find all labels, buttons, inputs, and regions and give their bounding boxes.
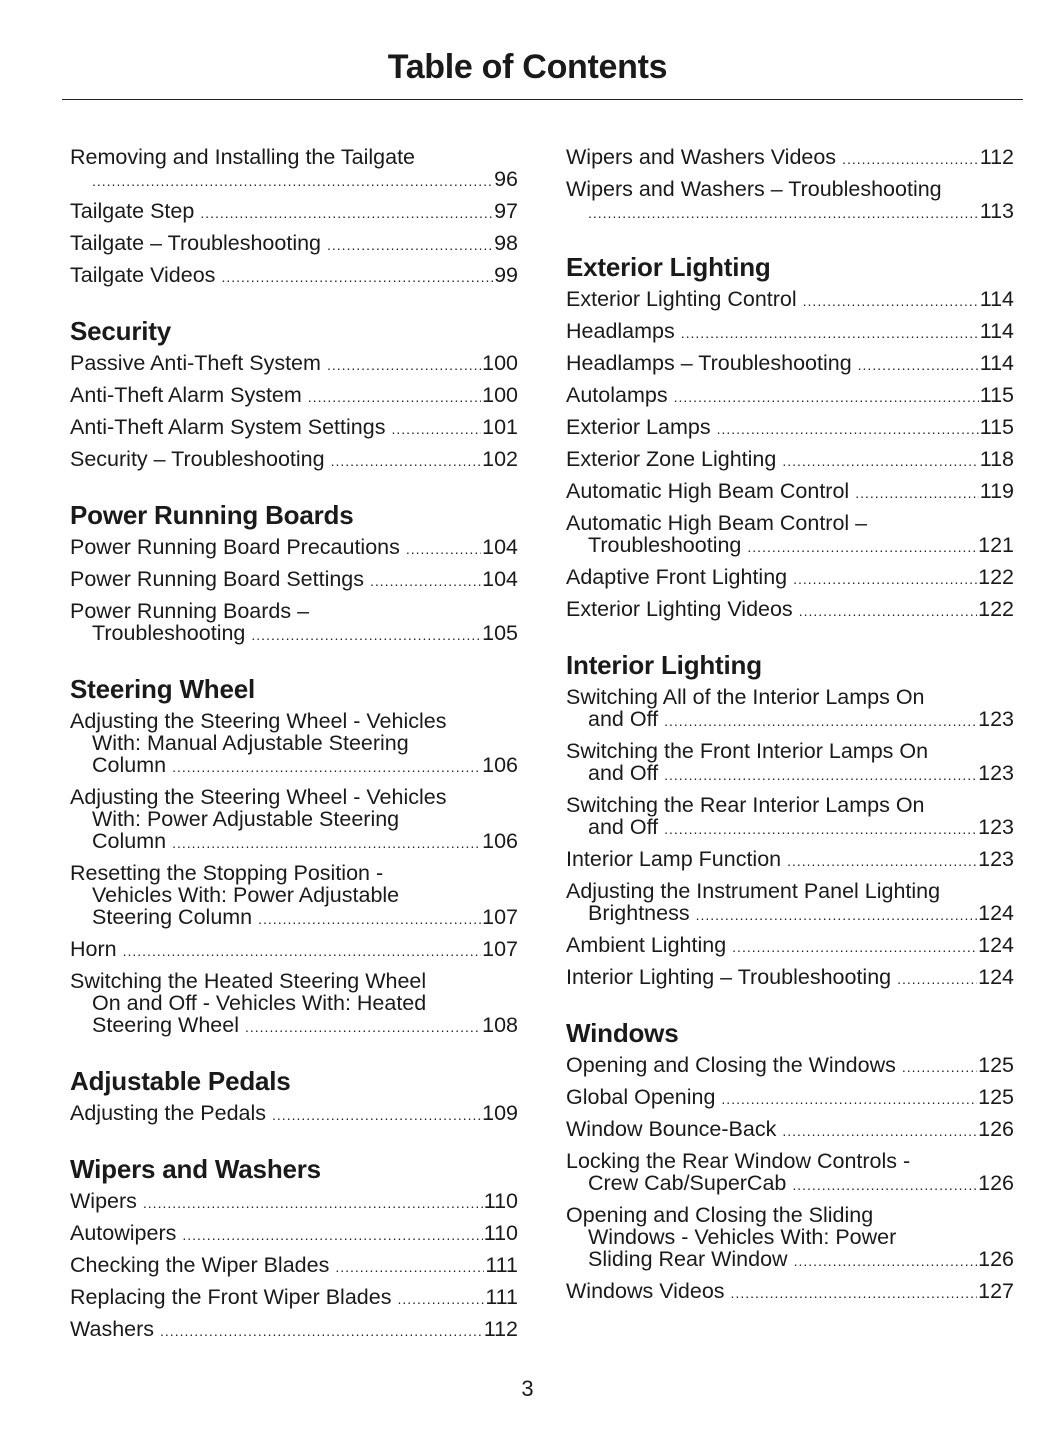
toc-entry[interactable] (70, 1318, 518, 1342)
toc-entry-page-number: 112 (483, 1317, 518, 1341)
toc-entry[interactable] (70, 1254, 518, 1278)
toc-entry-leader-line (566, 1280, 1014, 1304)
dot-leader (200, 200, 493, 224)
toc-entry-title: Exterior Zone Lighting (566, 447, 777, 471)
toc-entry-leader-line (70, 906, 518, 930)
toc-entry[interactable] (566, 288, 1014, 312)
dot-leader (258, 906, 481, 930)
toc-entry-title: Steering Wheel (92, 1013, 239, 1037)
toc-entry-title: Wipers (70, 1189, 137, 1213)
toc-entry-title: Power Running Board Precautions (70, 535, 400, 559)
dot-leader (782, 1118, 977, 1142)
dot-leader (664, 816, 977, 840)
toc-column-left (70, 146, 518, 1350)
toc-entry-page-number: 127 (978, 1279, 1014, 1303)
toc-entry-page-number: 124 (978, 965, 1014, 989)
dot-leader (588, 200, 979, 224)
dot-leader (902, 1054, 977, 1078)
toc-entry[interactable] (70, 264, 518, 288)
section-heading: Steering Wheel (70, 674, 256, 704)
toc-entry-leader-line (566, 816, 1014, 840)
toc-entry[interactable] (566, 146, 1014, 170)
toc-entry-leader-line (70, 232, 518, 256)
dot-leader (406, 536, 481, 560)
toc-entry-page-number: 123 (978, 707, 1014, 731)
toc-entry-leader-line (566, 146, 1014, 170)
dot-leader (803, 288, 979, 312)
section-heading: Wipers and Washers (70, 1154, 321, 1184)
section-heading: Adjustable Pedals (70, 1066, 291, 1096)
toc-entry-title: Exterior Lighting Control (566, 287, 797, 311)
toc-entry-title-line: Switching the Heated Steering Wheel (70, 969, 427, 993)
toc-entry-leader-line (566, 708, 1014, 732)
dot-leader (897, 966, 977, 990)
toc-entry[interactable] (70, 1102, 518, 1126)
toc-entry-title: Steering Column (92, 905, 253, 929)
toc-entry-title: Exterior Lamps (566, 415, 711, 439)
dot-leader (721, 1086, 977, 1110)
toc-entry-title-line: Switching the Rear Interior Lamps On (566, 793, 925, 817)
toc-entry-page-number: 123 (978, 761, 1014, 785)
toc-entry-title: Autowipers (70, 1221, 177, 1245)
toc-entry-title: Windows Videos (566, 1279, 725, 1303)
toc-entry[interactable] (566, 416, 1014, 440)
dot-leader (732, 934, 977, 958)
toc-entry-leader-line (70, 384, 518, 408)
toc-entry-title-line: Wipers and Washers – Troubleshooting (566, 177, 942, 201)
toc-entry-title: Horn (70, 937, 117, 961)
dot-leader (251, 622, 481, 646)
dot-leader (331, 448, 482, 472)
page-title: Table of Contents (387, 48, 668, 86)
toc-entry-title-line: Removing and Installing the Tailgate (70, 145, 416, 169)
toc-entry-leader-line (566, 902, 1014, 926)
toc-column-right (566, 146, 1014, 1312)
toc-entry-title-line: Windows - Vehicles With: Power (588, 1225, 897, 1249)
dot-leader (858, 352, 979, 376)
dot-leader (782, 448, 978, 472)
toc-entry-page-number: 113 (979, 199, 1014, 223)
toc-entry-page-number: 97 (494, 199, 518, 223)
toc-entry-page-number: 119 (979, 479, 1014, 503)
dot-leader (245, 1014, 481, 1038)
toc-entry-leader-line (566, 534, 1014, 558)
toc-entry[interactable] (70, 1286, 518, 1310)
toc-entry-title: and Off (588, 761, 659, 785)
toc-entry[interactable] (566, 384, 1014, 408)
toc-entry-title: Column (92, 753, 167, 777)
toc-entry[interactable] (70, 416, 518, 440)
dot-leader (664, 708, 977, 732)
toc-entry-leader-line (70, 536, 518, 560)
toc-entry-page-number: 102 (482, 447, 518, 471)
toc-entry[interactable] (70, 710, 518, 778)
dot-leader (370, 568, 481, 592)
toc-entry[interactable] (566, 566, 1014, 590)
toc-entry[interactable] (70, 200, 518, 224)
toc-entry-page-number: 124 (978, 901, 1014, 925)
toc-entry-title: and Off (588, 707, 659, 731)
toc-entry-title: Column (92, 829, 167, 853)
toc-entry[interactable] (70, 1222, 518, 1246)
section-heading: Security (70, 316, 172, 346)
toc-entry[interactable] (566, 880, 1014, 926)
dot-leader (391, 416, 481, 440)
toc-entry-title-line: With: Power Adjustable Steering (92, 807, 400, 831)
dot-leader (731, 1280, 978, 1304)
toc-entry-page-number: 115 (979, 383, 1014, 407)
toc-entry-title: Troubleshooting (588, 533, 742, 557)
toc-entry-page-number: 123 (978, 815, 1014, 839)
toc-entry-page-number: 126 (978, 1117, 1014, 1141)
toc-entry-title-line: Resetting the Stopping Position - (70, 861, 384, 885)
dot-leader (160, 1318, 483, 1342)
toc-entry-page-number: 96 (494, 167, 518, 191)
toc-entry-title: Ambient Lighting (566, 933, 727, 957)
toc-entry-title: Exterior Lighting Videos (566, 597, 793, 621)
toc-entry[interactable] (70, 600, 518, 646)
toc-entry[interactable] (70, 970, 518, 1038)
toc-entry-page-number: 100 (482, 351, 518, 375)
toc-entry-page-number: 111 (485, 1285, 518, 1309)
toc-entry-title: Anti-Theft Alarm System Settings (70, 415, 386, 439)
toc-entry-page-number: 106 (482, 753, 518, 777)
toc-entry[interactable] (70, 352, 518, 376)
toc-entry-title-line: On and Off - Vehicles With: Heated (92, 991, 427, 1015)
toc-entry-page-number: 118 (979, 447, 1014, 471)
dot-leader (681, 320, 979, 344)
toc-entry-title: Window Bounce-Back (566, 1117, 777, 1141)
toc-entry-title: Global Opening (566, 1085, 716, 1109)
toc-entry-leader-line (566, 288, 1014, 312)
toc-entry-page-number: 122 (978, 597, 1014, 621)
toc-entry[interactable] (566, 1280, 1014, 1304)
toc-entry[interactable] (566, 848, 1014, 872)
toc-entry-page-number: 114 (979, 319, 1014, 343)
dot-leader (123, 938, 482, 962)
toc-entry-title-line: Adjusting the Steering Wheel - Vehicles (70, 709, 447, 733)
toc-entry-leader-line (70, 200, 518, 224)
toc-entry-title-line: Opening and Closing the Sliding (566, 1203, 874, 1227)
toc-entry-leader-line (566, 566, 1014, 590)
toc-entry-leader-line (70, 352, 518, 376)
toc-entry-title: Brightness (588, 901, 690, 925)
toc-entry-leader-line (566, 352, 1014, 376)
title-divider (62, 99, 1023, 100)
dot-leader (787, 848, 977, 872)
toc-entry[interactable] (566, 794, 1014, 840)
toc-entry-leader-line (566, 848, 1014, 872)
toc-entry-page-number: 126 (978, 1247, 1014, 1271)
dot-leader (674, 384, 979, 408)
dot-leader (221, 264, 493, 288)
toc-entry-page-number: 107 (482, 937, 518, 961)
section-heading: Power Running Boards (70, 500, 354, 530)
page-number: 3 (521, 1376, 534, 1401)
toc-entry[interactable] (566, 448, 1014, 472)
toc-entry-page-number: 126 (978, 1171, 1014, 1195)
dot-leader (792, 1172, 977, 1196)
dot-leader (327, 232, 493, 256)
toc-entry-title: Security – Troubleshooting (70, 447, 325, 471)
toc-entry-leader-line (566, 966, 1014, 990)
toc-entry[interactable] (566, 320, 1014, 344)
toc-entry-leader-line (70, 1102, 518, 1126)
toc-entry-leader-line (566, 598, 1014, 622)
toc-entry-title: Passive Anti-Theft System (70, 351, 321, 375)
dot-leader (696, 902, 978, 926)
toc-entry-page-number: 124 (978, 933, 1014, 957)
toc-entry[interactable] (566, 178, 1014, 224)
toc-entry-leader-line (566, 762, 1014, 786)
toc-entry-title: Opening and Closing the Windows (566, 1053, 896, 1077)
toc-entry-page-number: 114 (979, 287, 1014, 311)
toc-entry[interactable] (566, 598, 1014, 622)
toc-entry-leader-line (566, 1172, 1014, 1196)
dot-leader (855, 480, 979, 504)
toc-entry-title: Adaptive Front Lighting (566, 565, 788, 589)
toc-entry-leader-line (566, 384, 1014, 408)
toc-entry-leader-line (70, 168, 518, 192)
section-heading: Windows (566, 1018, 679, 1048)
dot-leader (92, 168, 493, 192)
toc-entry-title: Autolamps (566, 383, 668, 407)
toc-entry-leader-line (70, 1190, 518, 1214)
dot-leader (799, 598, 977, 622)
toc-entry-leader-line (70, 754, 518, 778)
toc-entry-title-line: Power Running Boards – (70, 599, 310, 623)
toc-entry[interactable] (70, 786, 518, 854)
toc-entry-leader-line (70, 264, 518, 288)
toc-entry-leader-line (70, 1222, 518, 1246)
toc-entry-leader-line (566, 416, 1014, 440)
toc-entry-leader-line (70, 938, 518, 962)
toc-entry-page-number: 108 (482, 1013, 518, 1037)
toc-entry-page-number: 110 (483, 1221, 518, 1245)
toc-entry-title: and Off (588, 815, 659, 839)
toc-entry-title-line: With: Manual Adjustable Steering (92, 731, 409, 755)
toc-entry-leader-line (566, 320, 1014, 344)
toc-entry-title-line: Switching All of the Interior Lamps On (566, 685, 925, 709)
toc-entry-leader-line (566, 1054, 1014, 1078)
toc-entry-page-number: 121 (978, 533, 1014, 557)
toc-entry-title: Headlamps – Troubleshooting (566, 351, 852, 375)
toc-entry-leader-line (70, 416, 518, 440)
toc-entry-title: Sliding Rear Window (588, 1247, 788, 1271)
toc-entry-title: Troubleshooting (92, 621, 246, 645)
toc-entry-page-number: 105 (482, 621, 518, 645)
toc-entry[interactable] (70, 862, 518, 930)
toc-entry-page-number: 99 (494, 263, 518, 287)
toc-entry-title-line: Locking the Rear Window Controls - (566, 1149, 911, 1173)
toc-entry-page-number: 109 (482, 1101, 518, 1125)
toc-entry-title: Headlamps (566, 319, 675, 343)
toc-entry-page-number: 115 (979, 415, 1014, 439)
toc-entry-title: Power Running Board Settings (70, 567, 365, 591)
toc-entry-title: Replacing the Front Wiper Blades (70, 1285, 392, 1309)
toc-entry-leader-line (566, 448, 1014, 472)
dot-leader (794, 1248, 978, 1272)
toc-entry[interactable] (566, 352, 1014, 376)
toc-entry[interactable] (70, 568, 518, 592)
toc-entry-page-number: 98 (494, 231, 518, 255)
toc-entry-title: Interior Lighting – Troubleshooting (566, 965, 892, 989)
toc-entry[interactable] (70, 536, 518, 560)
toc-entry-leader-line (70, 1286, 518, 1310)
dot-leader (397, 1286, 484, 1310)
toc-entry[interactable] (566, 1086, 1014, 1110)
toc-entry-page-number: 107 (482, 905, 518, 929)
toc-entry-title-line: Adjusting the Instrument Panel Lighting (566, 879, 941, 903)
toc-entry-page-number: 112 (979, 145, 1014, 169)
dot-leader (143, 1190, 483, 1214)
toc-entry-page-number: 110 (483, 1189, 518, 1213)
toc-entry-leader-line (566, 1086, 1014, 1110)
toc-entry-page-number: 122 (978, 565, 1014, 589)
toc-entry[interactable] (70, 1190, 518, 1214)
dot-leader (793, 566, 977, 590)
dot-leader (182, 1222, 482, 1246)
toc-entry-title: Wipers and Washers Videos (566, 145, 837, 169)
toc-entry[interactable] (70, 146, 518, 192)
dot-leader (272, 1102, 481, 1126)
toc-entry-title: Washers (70, 1317, 155, 1341)
toc-entry-leader-line (70, 568, 518, 592)
toc-entry-title: Checking the Wiper Blades (70, 1253, 330, 1277)
toc-entry-leader-line (566, 934, 1014, 958)
toc-entry-page-number: 104 (482, 535, 518, 559)
toc-entry-leader-line (566, 200, 1014, 224)
toc-entry[interactable] (70, 938, 518, 962)
toc-entry-leader-line (70, 1318, 518, 1342)
toc-entry-leader-line (566, 1118, 1014, 1142)
toc-entry-page-number: 114 (979, 351, 1014, 375)
dot-leader (327, 352, 481, 376)
dot-leader (335, 1254, 484, 1278)
toc-entry-leader-line (70, 448, 518, 472)
toc-entry-title-line: Switching the Front Interior Lamps On (566, 739, 929, 763)
toc-entry[interactable] (566, 1054, 1014, 1078)
section-heading: Exterior Lighting (566, 252, 771, 282)
toc-entry-title: Anti-Theft Alarm System (70, 383, 302, 407)
toc-entry-page-number: 106 (482, 829, 518, 853)
toc-entry-page-number: 123 (978, 847, 1014, 871)
toc-entry-leader-line (70, 830, 518, 854)
toc-entry-page-number: 125 (978, 1085, 1014, 1109)
toc-entry-title: Interior Lamp Function (566, 847, 782, 871)
toc-entry-leader-line (70, 1254, 518, 1278)
toc-entry-title: Tailgate Videos (70, 263, 216, 287)
toc-entry-title: Crew Cab/SuperCab (588, 1171, 787, 1195)
dot-leader (172, 830, 481, 854)
toc-entry-page-number: 100 (482, 383, 518, 407)
toc-entry[interactable] (566, 480, 1014, 504)
dot-leader (308, 384, 481, 408)
toc-entry-page-number: 125 (978, 1053, 1014, 1077)
toc-entry-title: Automatic High Beam Control (566, 479, 850, 503)
toc-entry[interactable] (566, 1204, 1014, 1272)
toc-entry-title-line: Adjusting the Steering Wheel - Vehicles (70, 785, 447, 809)
toc-entry-page-number: 104 (482, 567, 518, 591)
toc-entry-page-number: 101 (482, 415, 518, 439)
toc-entry-leader-line (70, 622, 518, 646)
toc-entry-title-line: Automatic High Beam Control – (566, 511, 868, 535)
section-heading: Interior Lighting (566, 650, 762, 680)
toc-entry-page-number: 111 (485, 1253, 518, 1277)
toc-entry[interactable] (70, 232, 518, 256)
dot-leader (747, 534, 977, 558)
toc-entry[interactable] (566, 740, 1014, 786)
toc-entry-title: Tailgate – Troubleshooting (70, 231, 322, 255)
toc-entry[interactable] (70, 384, 518, 408)
toc-entry[interactable] (70, 448, 518, 472)
dot-leader (172, 754, 481, 778)
toc-entry-title: Adjusting the Pedals (70, 1101, 267, 1125)
toc-entry-title-line: Vehicles With: Power Adjustable (92, 883, 400, 907)
toc-entry[interactable] (566, 966, 1014, 990)
toc-entry-leader-line (70, 1014, 518, 1038)
toc-entry-leader-line (566, 480, 1014, 504)
dot-leader (664, 762, 977, 786)
toc-entry[interactable] (566, 1150, 1014, 1196)
toc-entry[interactable] (566, 686, 1014, 732)
toc-entry[interactable] (566, 512, 1014, 558)
toc-entry[interactable] (566, 1118, 1014, 1142)
toc-entry-title: Tailgate Step (70, 199, 195, 223)
dot-leader (842, 146, 979, 170)
toc-entry-leader-line (566, 1248, 1014, 1272)
toc-entry[interactable] (566, 934, 1014, 958)
dot-leader (717, 416, 979, 440)
